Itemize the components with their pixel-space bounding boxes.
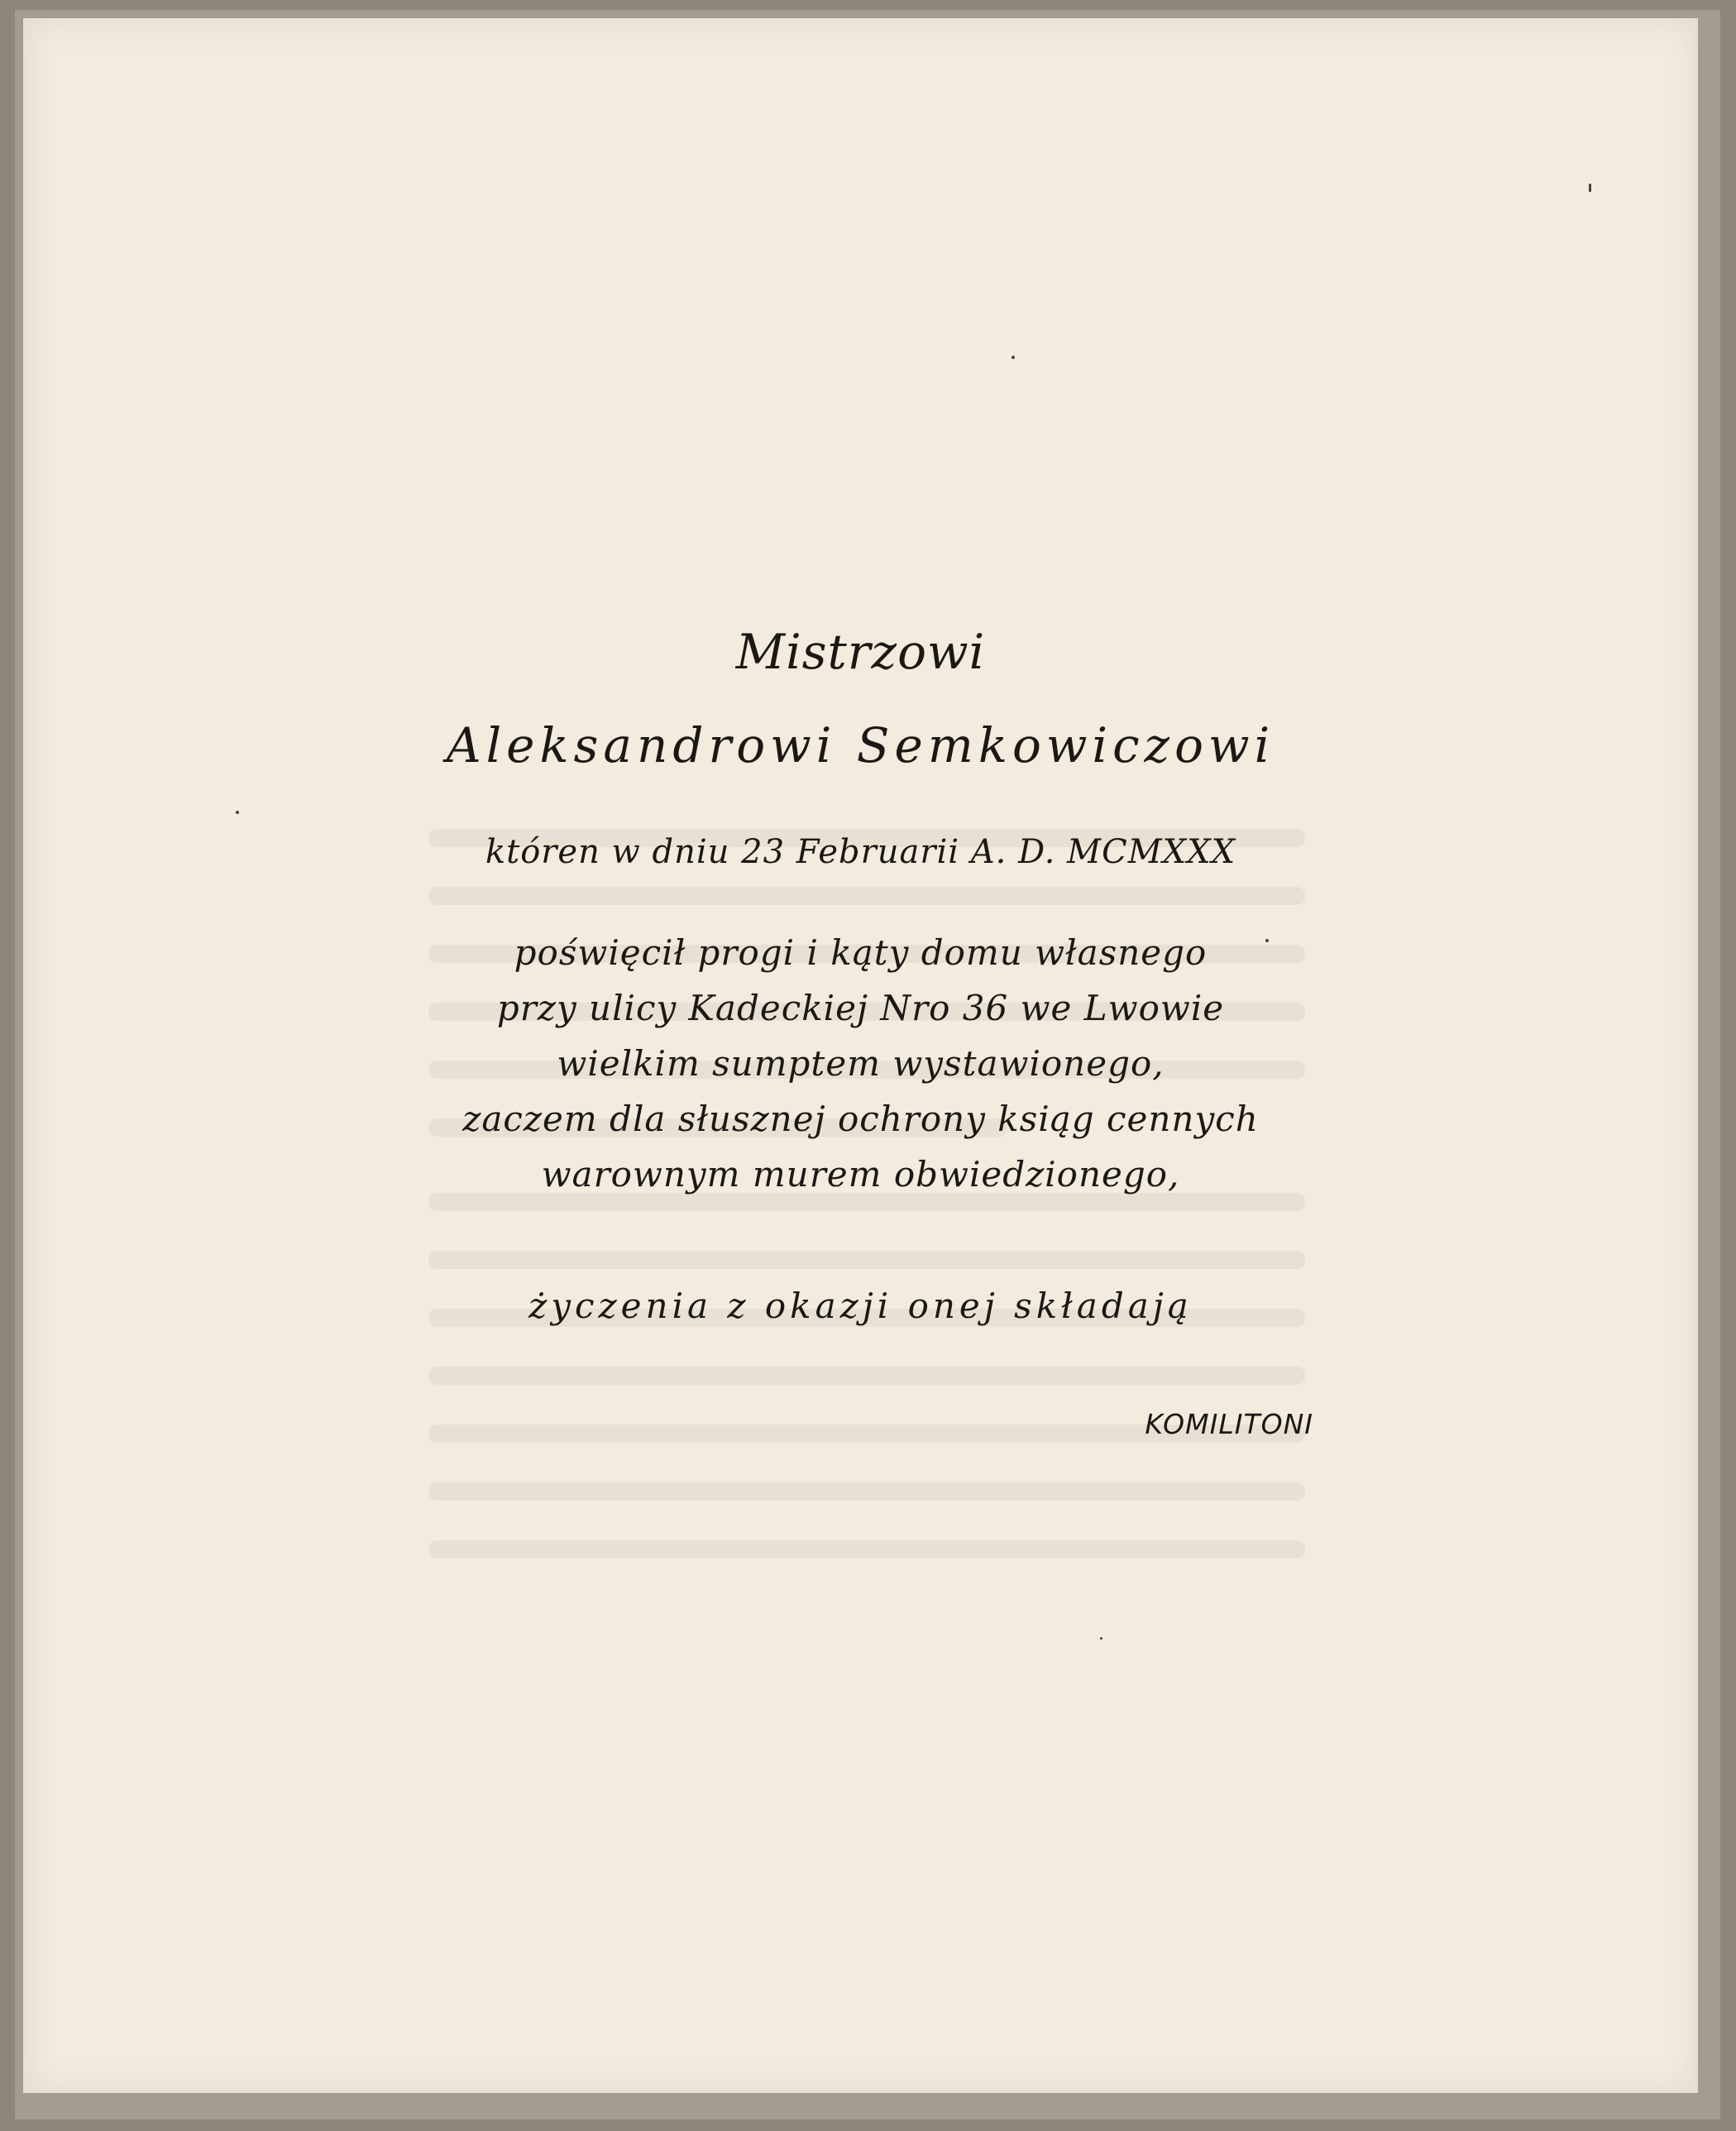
body-line: zaczem dla słusznej ochrony ksiąg cennych — [462, 1099, 1259, 1139]
body-line: przy ulicy Kadeckiej Nro 36 we Lwowie — [496, 988, 1225, 1028]
paper-speck — [236, 811, 239, 814]
paper-speck — [1589, 184, 1591, 192]
dedication-name: Aleksandrowi Semkowiczowi — [446, 717, 1275, 773]
paper-speck — [1100, 1637, 1102, 1640]
closing-wishes: życzenia z okazji onej składają — [528, 1286, 1193, 1326]
paper-speck — [1011, 356, 1015, 359]
body-line: warownym murem obwiedzionego, — [541, 1154, 1180, 1195]
body-line: poświęcił progi i kąty domu własnego — [514, 932, 1208, 973]
paper-sheet — [23, 18, 1698, 2093]
signature: KOMILITONI — [1145, 1408, 1313, 1440]
body-line: wielkim sumptem wystawionego, — [557, 1043, 1165, 1084]
dedication-to: Mistrzowi — [735, 624, 986, 680]
occasion-date: któren w dniu 23 Februarii A. D. MCMXXX — [485, 833, 1236, 871]
paper-speck — [1265, 939, 1269, 942]
